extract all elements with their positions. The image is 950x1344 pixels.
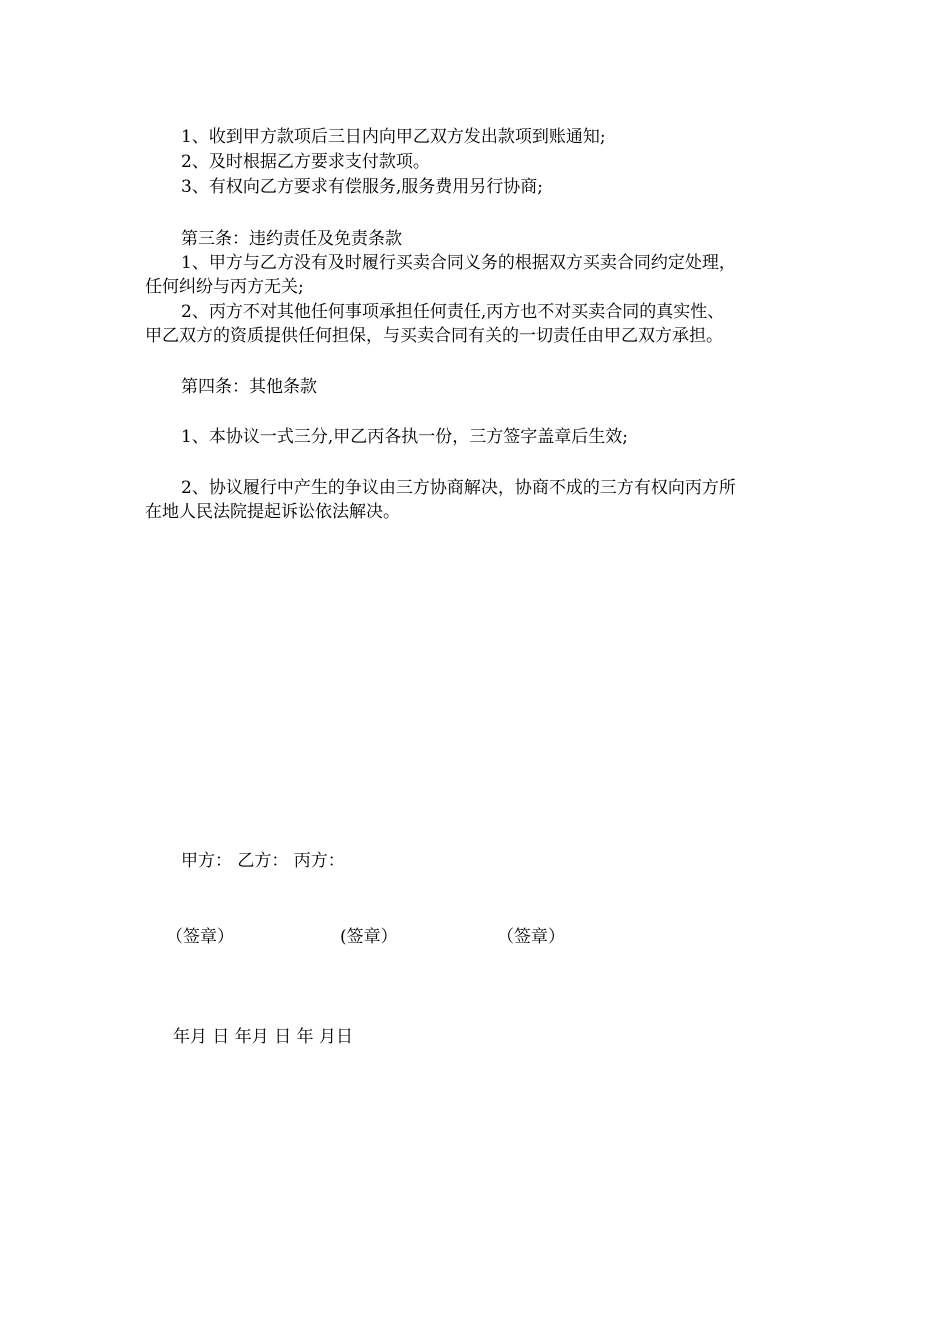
clause-item: 2、及时根据乙方要求支付款项。 [181, 152, 430, 172]
section-heading: 第三条：违约责任及免责条款 [181, 229, 402, 249]
seal-label-party-a: （签章） [166, 927, 234, 947]
party-labels: 甲方： 乙方： 丙方： [181, 851, 345, 871]
clause-item-continuation: 在地人民法院提起诉讼依法解决。 [145, 502, 400, 522]
clause-item: 1、本协议一式三分,甲乙丙各执一份，三方签字盖章后生效; [181, 427, 628, 447]
date-labels: 年月 日 年月 日 年 月日 [173, 1027, 354, 1047]
clause-item: 2、丙方不对其他任何事项承担任何责任,丙方也不对买卖合同的真实性、 [181, 302, 725, 322]
clause-item: 3、有权向乙方要求有偿服务,服务费用另行协商; [181, 177, 543, 197]
clause-item: 2、协议履行中产生的争议由三方协商解决，协商不成的三方有权向丙方所 [181, 478, 736, 498]
seal-label-party-c: （签章） [497, 927, 565, 947]
clause-item: 1、甲方与乙方没有及时履行买卖合同义务的根据双方买卖合同约定处理， [181, 253, 736, 273]
section-heading: 第四条：其他条款 [181, 377, 317, 397]
clause-item: 1、收到甲方款项后三日内向甲乙双方发出款项到账通知; [181, 127, 606, 147]
seal-label-party-b: (签章） [340, 927, 398, 947]
clause-item-continuation: 甲乙双方的资质提供任何担保，与买卖合同有关的一切责任由甲乙双方承担。 [145, 326, 723, 346]
clause-item-continuation: 任何纠纷与丙方无关; [145, 277, 304, 297]
